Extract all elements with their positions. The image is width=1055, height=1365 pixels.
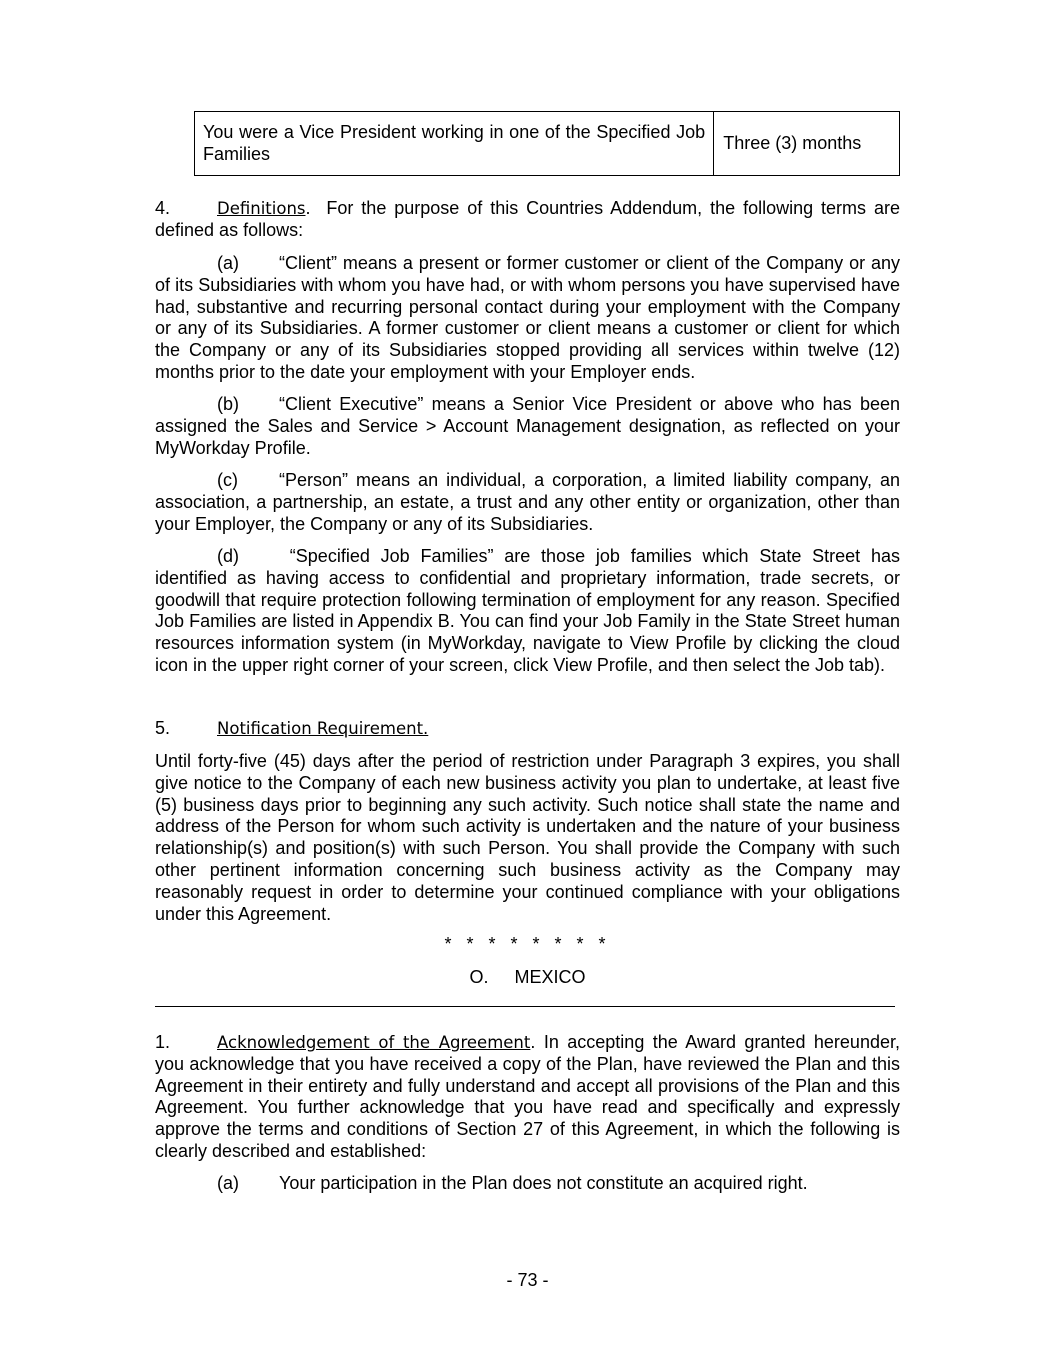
item-label: (a) <box>217 1173 239 1193</box>
item-label: (b) <box>217 394 239 414</box>
section-title: Definitions <box>217 199 306 218</box>
section-number: 5. <box>155 718 171 738</box>
country-letter: O. <box>469 967 489 987</box>
definition-client <box>155 253 900 384</box>
definition-specified-job-families <box>155 546 900 677</box>
country-name: MEXICO <box>514 967 586 987</box>
definition-person <box>155 470 900 535</box>
item-text: Your participation in the Plan does not constitute an acquired right. <box>279 1173 808 1193</box>
mexico-section-1: 1. Acknowledgement of the Agreement. In accepting the Award granted hereunder, you acknowledge that you have received a copy of the Plan, have reviewed the Plan and this Agreement in their entirety and fully understand and accept all provisions of the Plan and this Agreement. You further acknowledge that you have read and specifically and expressly approve the terms and conditions of Section 27 of this Agreement, in which the following is clearly described and established: <box>155 1032 900 1161</box>
item-label: (d) <box>217 546 239 566</box>
definition-client-executive <box>155 394 900 459</box>
item-text: “Specified Job Families” are those job families which State Street has identified as having access to confidential and proprietary information, trade secrets, or goodwill that require protection following termination of employment for any reason. Specified Job Families are listed in Appendix B. You can find your Job Family in the State Street human resources information system (in MyWorkday, navigate to View Profile by clicking the cloud icon in the upper right corner of your screen, click View Profile, and then select the Job tab). <box>155 546 900 675</box>
section-4-definitions: 4. Definitions. For the purpose of this Countries Addendum, the following terms are defined as follows: <box>155 198 900 240</box>
section-5-heading <box>155 718 900 740</box>
page-number: - 73 - <box>506 1270 549 1290</box>
table-cell-period: Three (3) months <box>714 112 900 176</box>
item-text: “Client” means a present or former customer or client of the Company or any of its Subsidiaries with whom you have had, or with whom persons you have supervised have had, substantive and recurring personal contact during your employment with the Company or any of its Subsidiaries. A former customer or client means a customer or client for which the Company or any of its Subsidiaries stopped providing all services within twelve (12) months prior to the date your employment with your Employer ends. <box>155 253 900 382</box>
item-label: (c) <box>217 470 238 490</box>
restriction-table <box>194 111 900 176</box>
section-5-body: Until forty-five (45) days after the period of restriction under Paragraph 3 expires, you shall give notice to the Company of each new business activity you plan to undertake, at least five (5) business days prior to beginning any such activity. Such notice shall state the name and address of the Person for whom such activity is undertaken and the nature of your business relationship(s) and position(s) with such Person. You shall provide the Company with such other pertinent information concerning such business activity as the Company may reasonably request in order to determine your continued compliance with your obligations under this Agreement. <box>155 751 900 924</box>
table-row <box>195 112 900 176</box>
section-body: In accepting the Award granted hereunder, you acknowledge that you have received a copy of the Plan, have reviewed the Plan and this Agreement in their entirety and fully understand and accept all provisions of the Plan and this Agreement. You further acknowledge that you have read and specifically and expressly approve the terms and conditions of Section 27 of this Agreement, in which the following is clearly described and established: <box>155 1032 900 1161</box>
item-text: “Person” means an individual, a corporation, a limited liability company, an association, a partnership, an estate, a trust and any other entity or organization, other than your Employer, the Company or any of its Subsidiaries. <box>155 470 900 534</box>
section-number: 4. <box>155 198 171 218</box>
divider-line <box>155 1006 895 1007</box>
separator-asterisks: * * * * * * * * <box>444 934 611 954</box>
country-heading <box>155 967 900 989</box>
section-intro: For the purpose of this Countries Addendum, the following terms are defined as follows: <box>155 198 900 240</box>
section-title: Notification Requirement. <box>217 719 429 738</box>
item-text: “Client Executive” means a Senior Vice President or above who has been assigned the Sales and Service > Account Management designation, as reflected on your MyWorkday Profile. <box>155 394 900 458</box>
mexico-item-a <box>155 1173 900 1195</box>
section-number: 1. <box>155 1032 171 1052</box>
item-label: (a) <box>217 253 239 273</box>
section-title: Acknowledgement of the Agreement <box>217 1033 531 1052</box>
table-cell-condition: You were a Vice President working in one of the Specified Job Families <box>195 112 714 176</box>
